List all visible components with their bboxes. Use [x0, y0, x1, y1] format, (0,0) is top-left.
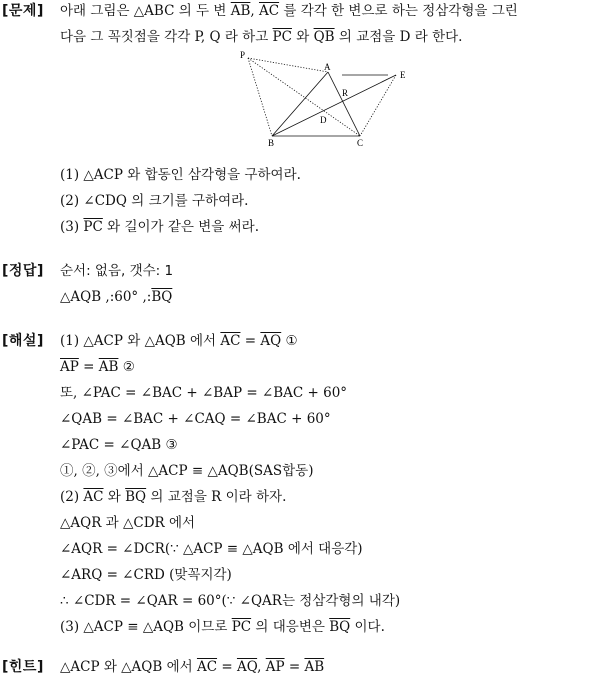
answer-tag: [정답]	[2, 263, 44, 279]
text: 의 교점을 R 이라 하자.	[146, 489, 287, 505]
label-r: R	[342, 88, 349, 98]
problem-line-1	[60, 0, 585, 26]
text: 와	[291, 29, 314, 45]
text: (1) △ACP 와 △AQB 에서	[60, 333, 221, 349]
segment-pc: $\overline{PC}$	[83, 219, 103, 235]
text: (2)	[60, 489, 84, 505]
segment-pc: $\overline{PC}$	[231, 619, 252, 635]
text: 를 각각 한 변으로 하는 정삼각형을 그린	[279, 3, 518, 19]
label-c: C	[357, 138, 364, 148]
text: △AQB ,:60° ,:	[60, 289, 152, 305]
label-b: B	[268, 138, 275, 148]
segment-ac-line	[328, 72, 360, 136]
label-e: E	[400, 70, 406, 80]
explanation-line-8: △AQR 과 △CDR 에서	[60, 515, 196, 531]
text: ,	[250, 3, 259, 19]
hint-tag: [힌트]	[2, 659, 44, 675]
problem-tag: [문제]	[2, 3, 44, 19]
questions-body	[60, 164, 585, 242]
question-1	[60, 164, 585, 190]
answer-line-1: 순서: 없음, 갯수: 1	[60, 263, 174, 279]
segment-aq: $\overline{AQ}$	[260, 333, 282, 349]
segment-pc: $\overline{PC}$	[272, 29, 292, 45]
text: 의 대응변은	[251, 619, 330, 635]
segment-ab: $\overline{AB}$	[304, 659, 325, 675]
text: (3)	[60, 219, 84, 235]
explanation-line-12	[60, 616, 585, 642]
text: (3) △ACP ≡ △AQB 이므로	[60, 619, 232, 635]
text: 아래 그림은 △ABC 의 두 변	[60, 3, 231, 19]
hint-line	[60, 656, 585, 682]
geometry-figure	[238, 50, 418, 150]
text: (2) ∠CDQ 의 크기를 구하여라.	[60, 193, 249, 209]
explanation-tag: [해설]	[2, 333, 44, 349]
segment-ab: $\overline{AB}$	[230, 3, 251, 19]
explanation-line-10: ∠ARQ = ∠CRD (맞꼭지각)	[60, 567, 232, 583]
segment-ac: $\overline{AC}$	[258, 3, 280, 19]
text: 의 교점을 D 라 한다.	[334, 29, 463, 45]
segment-ac: $\overline{AC}$	[196, 659, 218, 675]
text: =	[217, 659, 237, 675]
answer-line-2	[60, 286, 585, 312]
explanation-line-7	[60, 486, 585, 512]
text: =	[284, 659, 305, 675]
segment-ab-line	[272, 72, 328, 136]
label-p: P	[240, 50, 246, 60]
explanation-line-11: ∴ ∠CDR = ∠QAR = 60°(∵ ∠QAR는 정삼각형의 내각)	[60, 593, 401, 609]
label-d: D	[320, 115, 327, 125]
problem-body	[60, 0, 585, 52]
explanation-line-9: ∠AQR = ∠DCR(∵ △ACP ≡ △AQB 에서 대응각)	[60, 541, 363, 557]
segment-ap: $\overline{AP}$	[265, 659, 285, 675]
segment-ac: $\overline{AC}$	[83, 489, 104, 505]
text: ,	[257, 659, 266, 675]
label-a: A	[324, 62, 331, 72]
hint-body	[60, 656, 585, 682]
text: =	[240, 333, 261, 349]
text: △ACP 와 △AQB 에서	[60, 659, 197, 675]
question-2	[60, 190, 585, 216]
explanation-body	[60, 330, 585, 642]
text: (1) △ACP 와 합동인 삼각형을 구하여라.	[60, 167, 301, 183]
segment-bq: $\overline{BQ}$	[125, 489, 147, 505]
text: 와	[103, 489, 126, 505]
segment-bq: $\overline{BQ}$	[151, 289, 173, 305]
text: 와 길이가 같은 변을 써라.	[102, 219, 260, 235]
explanation-line-4: ∠QAB = ∠BAC + ∠CAQ = ∠BAC + 60°	[60, 411, 331, 427]
text: 다음 그 꼭짓점을 각각 P, Q 라 하고	[60, 29, 273, 45]
segment-aq: $\overline{AQ}$	[236, 659, 258, 675]
segment-ab: $\overline{AB}$	[98, 359, 119, 375]
explanation-line-2	[60, 356, 585, 382]
segment-pb-line	[248, 58, 272, 136]
explanation-line-1	[60, 330, 585, 356]
answer-body	[60, 260, 585, 312]
text: =	[78, 359, 99, 375]
segment-pa-line	[248, 58, 328, 72]
explanation-line-5: ∠PAC = ∠QAB ③	[60, 437, 178, 453]
problem-line-2	[60, 26, 585, 52]
segment-qb: $\overline{QB}$	[313, 29, 335, 45]
segment-bq: $\overline{BQ}$	[329, 619, 351, 635]
text: ②	[118, 359, 135, 375]
segment-ap: $\overline{AP}$	[60, 359, 79, 375]
question-3	[60, 216, 585, 242]
text: 이다.	[350, 619, 385, 635]
text: ①	[281, 333, 298, 349]
segment-ac: $\overline{AC}$	[220, 333, 241, 349]
explanation-line-6: ①, ②, ③에서 △ACP ≡ △AQB(SAS합동)	[60, 463, 314, 479]
explanation-line-3: 또, ∠PAC = ∠BAC + ∠BAP = ∠BAC + 60°	[60, 385, 348, 401]
